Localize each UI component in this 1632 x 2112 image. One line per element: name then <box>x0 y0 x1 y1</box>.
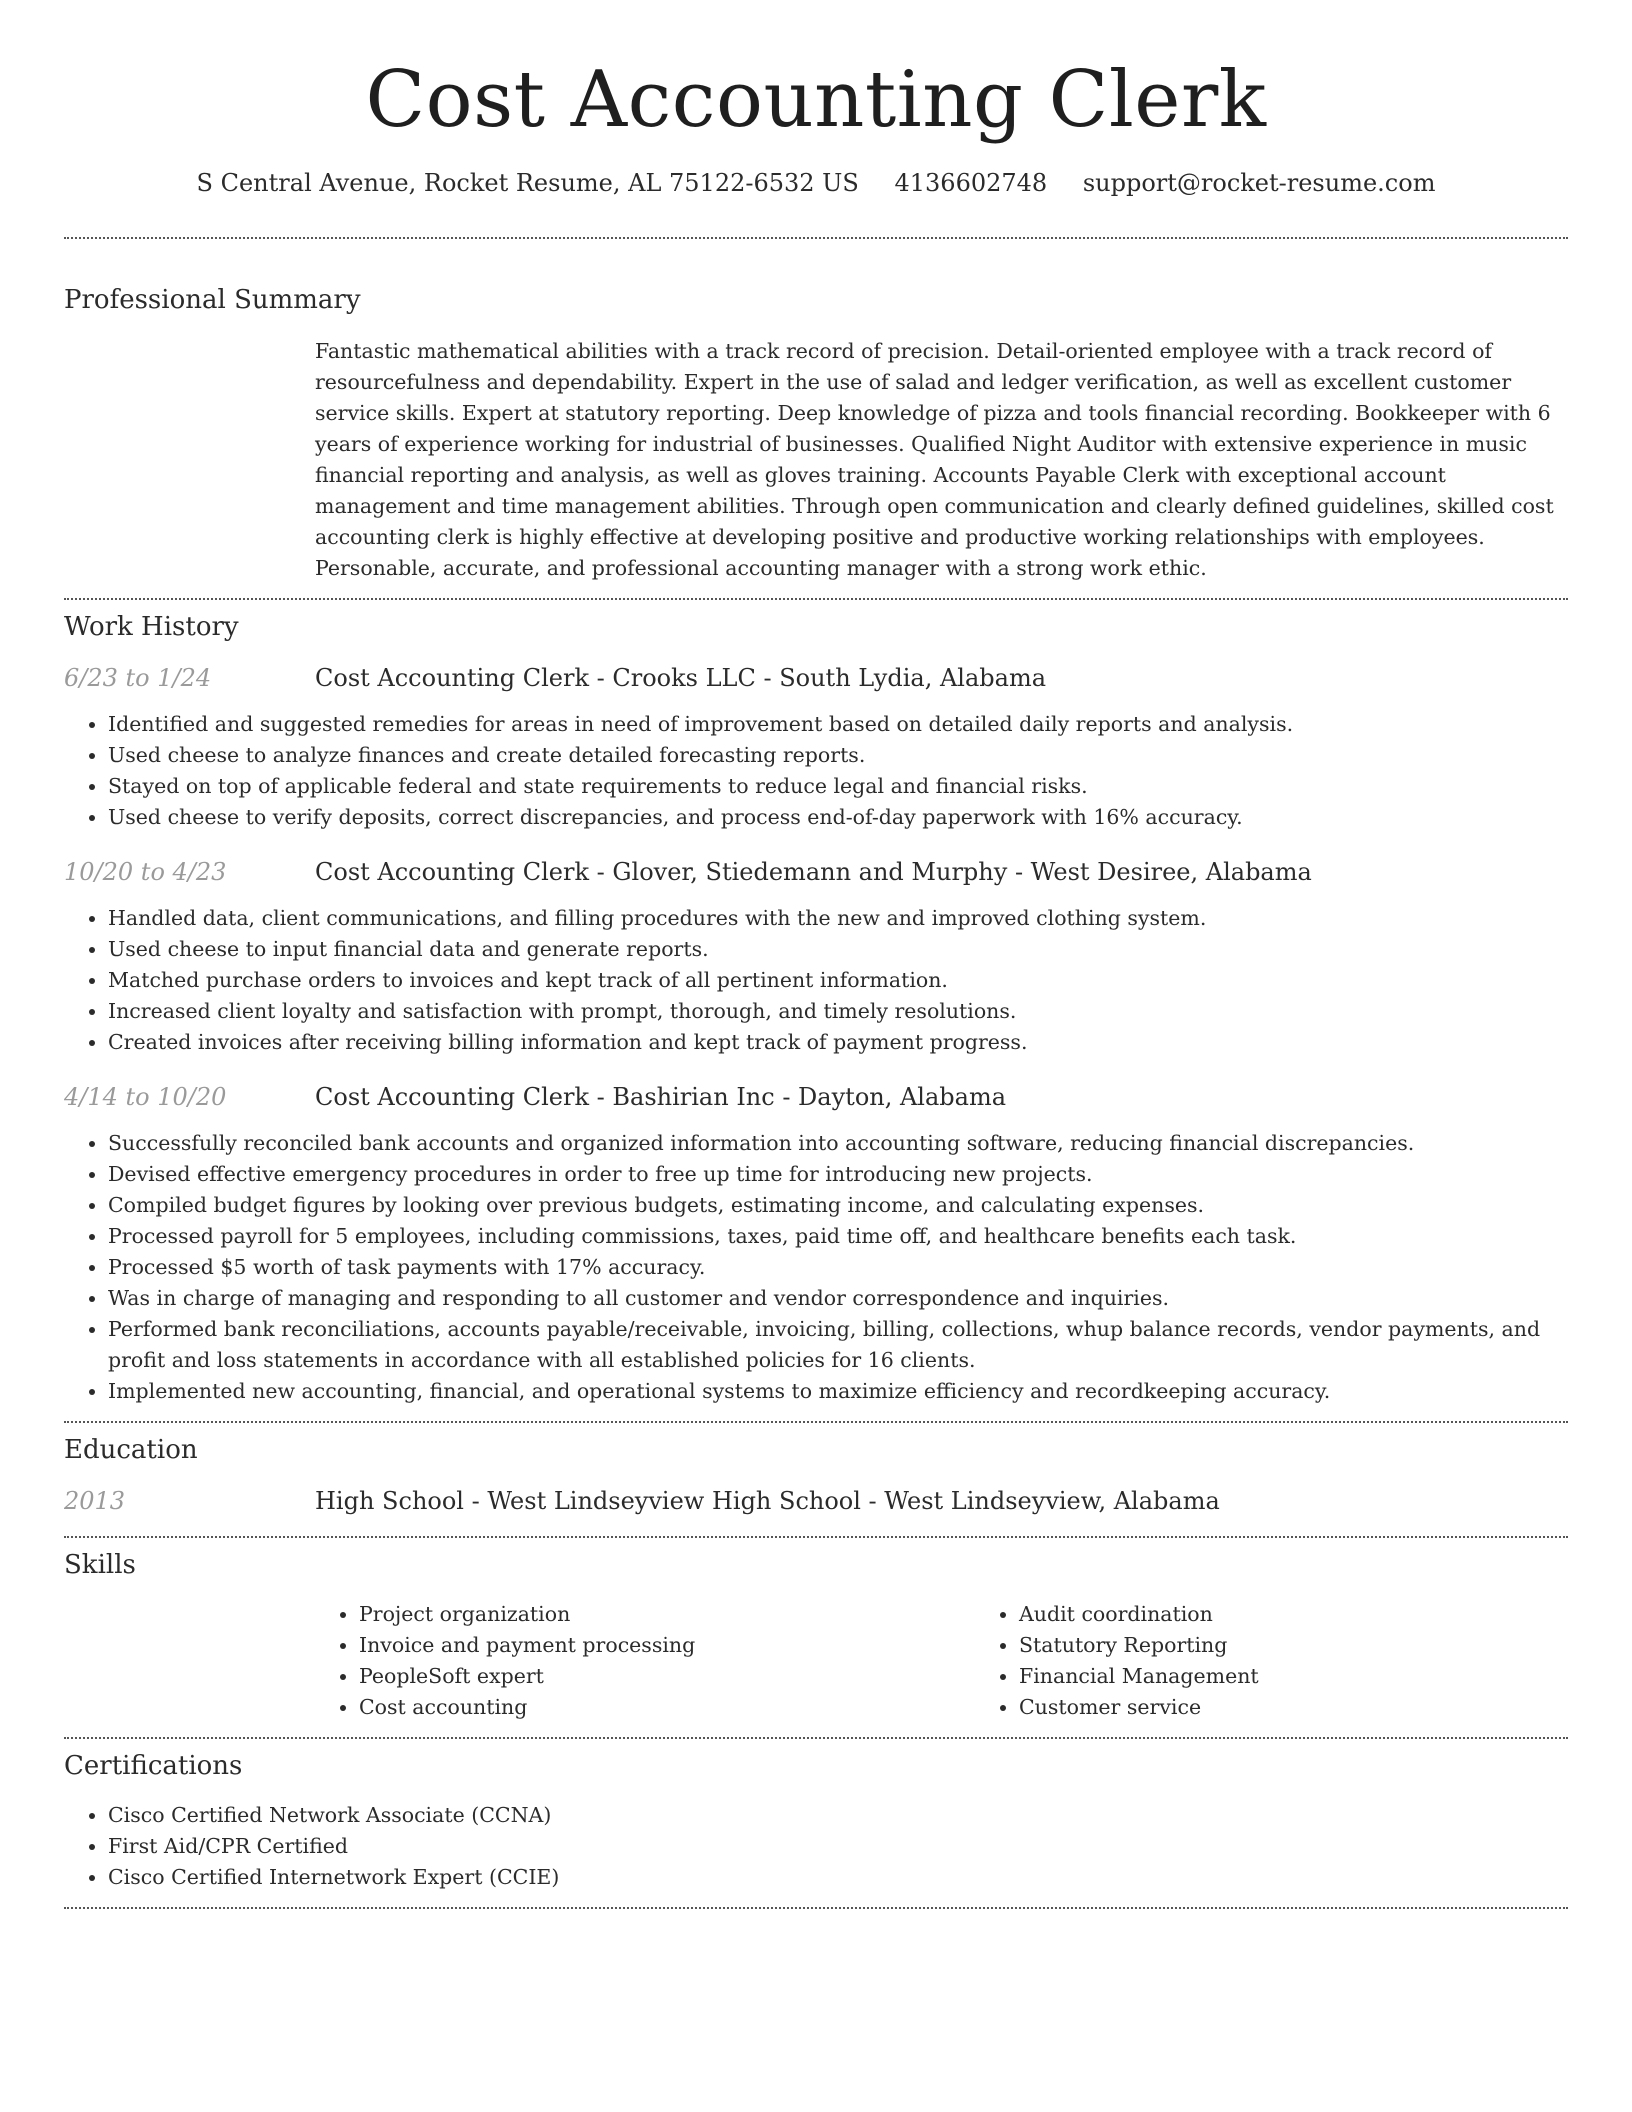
job-dates: 6/23 to 1/24 <box>64 664 212 692</box>
skills-section <box>64 1548 1568 1723</box>
list-item: • Created invoices after receiving billing information and kept track of payment progress. <box>108 1027 1568 1058</box>
summary-section <box>64 283 1568 584</box>
skill-item: • Statutory Reporting <box>1019 1630 1632 1661</box>
job-entry <box>64 1080 1568 1407</box>
skill-item: • Audit coordination <box>1019 1599 1632 1630</box>
resume-name: Cost Accounting Clerk <box>365 55 1267 145</box>
list-item: • Performed bank reconciliations, accounts payable/receivable, invoicing, billing, collections, whup balance records, vendor payments, and profit and loss statements in accordance with all established policies for 16 clients. <box>108 1314 1568 1376</box>
list-item: • Used cheese to input financial data and generate reports. <box>108 934 1568 965</box>
skills-column-left <box>315 1599 975 1723</box>
education-heading: High School - West Lindseyview High School - West Lindseyview, Alabama <box>315 1487 1220 1515</box>
skills-column-right <box>975 1599 1632 1723</box>
job-header <box>64 855 1568 889</box>
certification-item: • First Aid/CPR Certified <box>108 1831 1568 1862</box>
certification-item: • Cisco Certified Internetwork Expert (CCIE) <box>108 1862 1568 1893</box>
section-title-skills: Skills <box>64 1550 136 1580</box>
job-heading: Cost Accounting Clerk - Crooks LLC - South Lydia, Alabama <box>315 664 1047 692</box>
skill-item: • PeopleSoft expert <box>359 1661 975 1692</box>
list-item: • Handled data, client communications, and filling procedures with the new and improved clothing system. <box>108 903 1568 934</box>
list-item: • Increased client loyalty and satisfaction with prompt, thorough, and timely resolutions. <box>108 996 1568 1027</box>
divider <box>64 598 1568 600</box>
work-history-section <box>64 610 1568 1407</box>
list-item: • Used cheese to analyze finances and create detailed forecasting reports. <box>108 740 1568 771</box>
education-section <box>64 1433 1568 1518</box>
contact-line <box>64 166 1568 200</box>
list-item: • Successfully reconciled bank accounts and organized information into accounting software, reducing financial discrepancies. <box>108 1128 1568 1159</box>
list-item: • Used cheese to verify deposits, correct discrepancies, and process end-of-day paperwork with 16% accuracy. <box>108 802 1568 833</box>
summary-text: Fantastic mathematical abilities with a track record of precision. Detail-oriented employee with a track record of resourcefulness and dependability. Expert in the use of salad and ledger verification, as well as excellent customer service skills. Expert at statutory reporting. Deep knowledge of pizza and tools financial recording. Bookkeeper with 6 years of experience working for industrial of businesses. Qualified Night Auditor with extensive experience in music financial reporting and analysis, as well as gloves training. Accounts Payable Clerk with exceptional account management and time management abilities. Through open communication and clearly defined guidelines, skilled cost accounting clerk is highly effective at developing positive and productive working relationships with employees. Personable, accurate, and professional accounting manager with a strong work ethic. <box>315 339 1554 580</box>
job-bullets <box>64 903 1568 1058</box>
list-item: • Implemented new accounting, financial, and operational systems to maximize efficiency and recordkeeping accuracy. <box>108 1376 1568 1407</box>
job-dates: 10/20 to 4/23 <box>64 858 227 886</box>
list-item: • Processed $5 worth of task payments with 17% accuracy. <box>108 1252 1568 1283</box>
job-entry <box>64 855 1568 1058</box>
education-year: 2013 <box>64 1487 126 1515</box>
list-item: • Matched purchase orders to invoices and kept track of all pertinent information. <box>108 965 1568 996</box>
contact-address: S Central Avenue, Rocket Resume, AL 75122-6532 US <box>196 169 859 197</box>
job-header <box>64 1080 1568 1114</box>
divider <box>64 1737 1568 1739</box>
job-bullets <box>64 709 1568 833</box>
skill-item: • Invoice and payment processing <box>359 1630 975 1661</box>
contact-phone: 4136602748 <box>894 169 1048 197</box>
divider <box>64 1536 1568 1538</box>
education-entry <box>64 1484 1568 1518</box>
contact-email: support@rocket-resume.com <box>1082 169 1436 197</box>
skill-item: • Project organization <box>359 1599 975 1630</box>
certification-item: • Cisco Certified Network Associate (CCNA) <box>108 1800 1568 1831</box>
skill-item: • Customer service <box>1019 1692 1632 1723</box>
list-item: • Processed payroll for 5 employees, including commissions, taxes, paid time off, and healthcare benefits each task. <box>108 1221 1568 1252</box>
list-item: • Compiled budget figures by looking over previous budgets, estimating income, and calculating expenses. <box>108 1190 1568 1221</box>
list-item: • Stayed on top of applicable federal and state requirements to reduce legal and financial risks. <box>108 771 1568 802</box>
divider <box>64 1421 1568 1423</box>
job-heading: Cost Accounting Clerk - Bashirian Inc - Dayton, Alabama <box>315 1083 1007 1111</box>
list-item: • Devised effective emergency procedures in order to free up time for introducing new projects. <box>108 1159 1568 1190</box>
certifications-section <box>64 1749 1568 1893</box>
divider <box>64 1907 1568 1909</box>
job-dates: 4/14 to 10/20 <box>64 1083 227 1111</box>
divider <box>64 237 1568 239</box>
section-title-education: Education <box>64 1435 198 1465</box>
list-item: • Was in charge of managing and responding to all customer and vendor correspondence and inquiries. <box>108 1283 1568 1314</box>
certifications-list <box>64 1800 1568 1893</box>
list-item: • Identified and suggested remedies for areas in need of improvement based on detailed daily reports and analysis. <box>108 709 1568 740</box>
section-title-summary: Professional Summary <box>64 285 361 315</box>
job-heading: Cost Accounting Clerk - Glover, Stiedemann and Murphy - West Desiree, Alabama <box>315 858 1312 886</box>
section-title-work-history: Work History <box>64 612 239 642</box>
resume-page <box>64 0 1568 1909</box>
skill-item: • Cost accounting <box>359 1692 975 1723</box>
skills-grid <box>315 1599 1568 1723</box>
job-header <box>64 661 1568 695</box>
job-entry <box>64 661 1568 833</box>
job-bullets <box>64 1128 1568 1407</box>
skill-item: • Financial Management <box>1019 1661 1632 1692</box>
section-title-certifications: Certifications <box>64 1751 243 1781</box>
